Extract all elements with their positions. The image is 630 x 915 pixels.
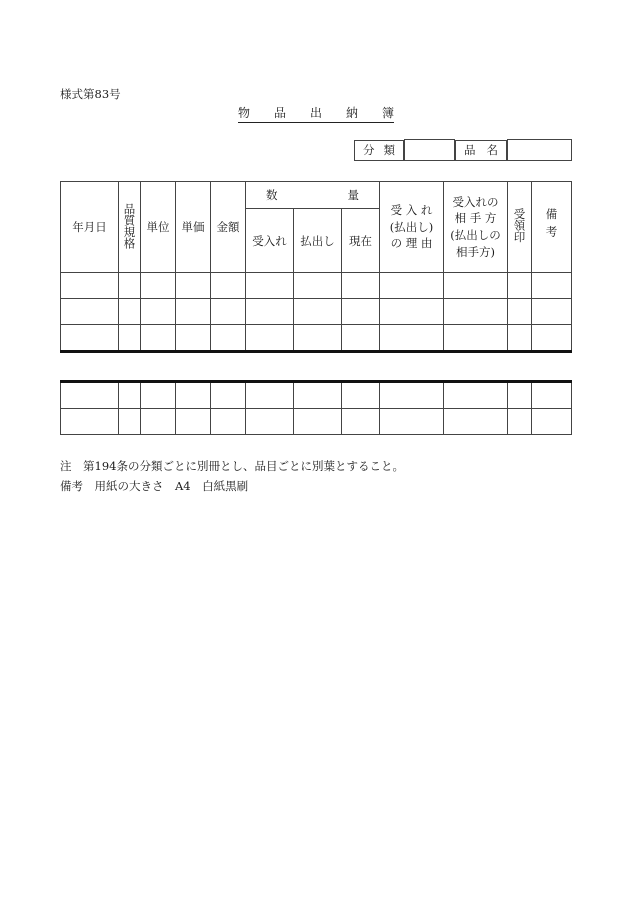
- ledger-cell[interactable]: [294, 273, 342, 299]
- ledger-cell[interactable]: [176, 409, 211, 435]
- title-char: 品: [273, 106, 286, 120]
- ledger-cell[interactable]: [246, 382, 294, 409]
- item-name-value-field[interactable]: [508, 140, 572, 161]
- header-date: 年月日: [61, 182, 119, 273]
- ledger-cell[interactable]: [61, 325, 119, 352]
- ledger-cell[interactable]: [444, 382, 508, 409]
- header-seal: 受領印: [508, 182, 532, 273]
- header-quality-spec: 品質規格: [119, 182, 141, 273]
- header-received: 受入れ: [246, 209, 294, 273]
- ledger-cell[interactable]: [61, 409, 119, 435]
- ledger-row: [61, 382, 572, 409]
- ledger-cell[interactable]: [176, 382, 211, 409]
- ledger-cell[interactable]: [176, 325, 211, 352]
- title-underline: [238, 122, 394, 123]
- ledger-cell[interactable]: [176, 299, 211, 325]
- header-unit: 単位: [141, 182, 176, 273]
- ledger-cell[interactable]: [380, 299, 444, 325]
- ledger-cell[interactable]: [294, 382, 342, 409]
- ledger-row: [61, 325, 572, 352]
- title-char: 簿: [381, 106, 394, 120]
- header-amount: 金額: [211, 182, 246, 273]
- ledger-cell[interactable]: [176, 273, 211, 299]
- ledger-cell[interactable]: [532, 382, 572, 409]
- document-title: [238, 104, 394, 121]
- page-break-gap: [61, 352, 572, 382]
- classification-table: [354, 139, 572, 161]
- ledger-cell[interactable]: [380, 273, 444, 299]
- ledger-cell[interactable]: [211, 409, 246, 435]
- ledger-cell[interactable]: [508, 409, 532, 435]
- form-number: 様式第83号: [60, 87, 121, 101]
- ledger-cell[interactable]: [141, 382, 176, 409]
- ledger-cell[interactable]: [444, 409, 508, 435]
- header-counterparty: 受入れの 相 手 方 (払出しの 相手方): [444, 182, 508, 273]
- ledger-cell[interactable]: [211, 325, 246, 352]
- ledger-cell[interactable]: [342, 273, 380, 299]
- notes-section: [60, 456, 404, 496]
- ledger-cell[interactable]: [342, 299, 380, 325]
- category-value-field[interactable]: [405, 140, 455, 161]
- ledger-cell[interactable]: [119, 325, 141, 352]
- ledger-cell[interactable]: [119, 382, 141, 409]
- ledger-cell[interactable]: [246, 409, 294, 435]
- ledger-cell[interactable]: [444, 273, 508, 299]
- ledger-cell[interactable]: [211, 273, 246, 299]
- title-char: 物: [238, 106, 251, 120]
- remark-line: 備考 用紙の大きさ A4 白紙黒刷: [60, 479, 249, 493]
- ledger-row: [61, 273, 572, 299]
- ledger-cell[interactable]: [532, 299, 572, 325]
- ledger-cell[interactable]: [380, 409, 444, 435]
- ledger-cell[interactable]: [508, 382, 532, 409]
- ledger-row: [61, 299, 572, 325]
- ledger-cell[interactable]: [119, 409, 141, 435]
- ledger-cell[interactable]: [246, 273, 294, 299]
- ledger-cell[interactable]: [380, 382, 444, 409]
- title-char: 出: [309, 106, 322, 120]
- item-name-label: 品 名: [455, 140, 507, 161]
- ledger-cell[interactable]: [444, 299, 508, 325]
- category-label: 分 類: [354, 140, 404, 161]
- ledger-cell[interactable]: [508, 325, 532, 352]
- ledger-cell[interactable]: [532, 273, 572, 299]
- ledger-cell[interactable]: [380, 325, 444, 352]
- ledger-cell[interactable]: [141, 273, 176, 299]
- ledger-cell[interactable]: [119, 273, 141, 299]
- footnote: 注 第194条の分類ごとに別冊とし、品目ごとに別葉とすること。: [60, 459, 404, 473]
- ledger-cell[interactable]: [61, 382, 119, 409]
- ledger-cell[interactable]: [294, 299, 342, 325]
- ledger-cell[interactable]: [246, 325, 294, 352]
- ledger-cell[interactable]: [61, 299, 119, 325]
- header-quantity: 数 量: [246, 182, 380, 209]
- ledger-table: [60, 181, 572, 435]
- ledger-cell[interactable]: [141, 409, 176, 435]
- ledger-cell[interactable]: [211, 299, 246, 325]
- header-reason: 受 入 れ (払出し) の 理 由: [380, 182, 444, 273]
- ledger-upper-body: [61, 273, 572, 352]
- ledger-cell[interactable]: [294, 325, 342, 352]
- ledger-cell[interactable]: [119, 299, 141, 325]
- ledger-gap: [61, 352, 572, 382]
- ledger-cell[interactable]: [211, 382, 246, 409]
- ledger-cell[interactable]: [342, 325, 380, 352]
- ledger-cell[interactable]: [246, 299, 294, 325]
- ledger-cell[interactable]: [444, 325, 508, 352]
- ledger-cell[interactable]: [342, 409, 380, 435]
- header-issued: 払出し: [294, 209, 342, 273]
- ledger-cell[interactable]: [61, 273, 119, 299]
- ledger-cell[interactable]: [141, 325, 176, 352]
- header-current: 現在: [342, 209, 380, 273]
- title-char: 納: [345, 106, 358, 120]
- ledger-cell[interactable]: [508, 273, 532, 299]
- ledger-cell[interactable]: [342, 382, 380, 409]
- header-remarks: 備考: [532, 182, 572, 273]
- ledger-cell[interactable]: [508, 299, 532, 325]
- ledger-cell[interactable]: [532, 409, 572, 435]
- ledger-cell[interactable]: [141, 299, 176, 325]
- ledger-cell[interactable]: [294, 409, 342, 435]
- header-unit-price: 単価: [176, 182, 211, 273]
- ledger-lower-body: [61, 382, 572, 435]
- ledger-row: [61, 409, 572, 435]
- ledger-cell[interactable]: [532, 325, 572, 352]
